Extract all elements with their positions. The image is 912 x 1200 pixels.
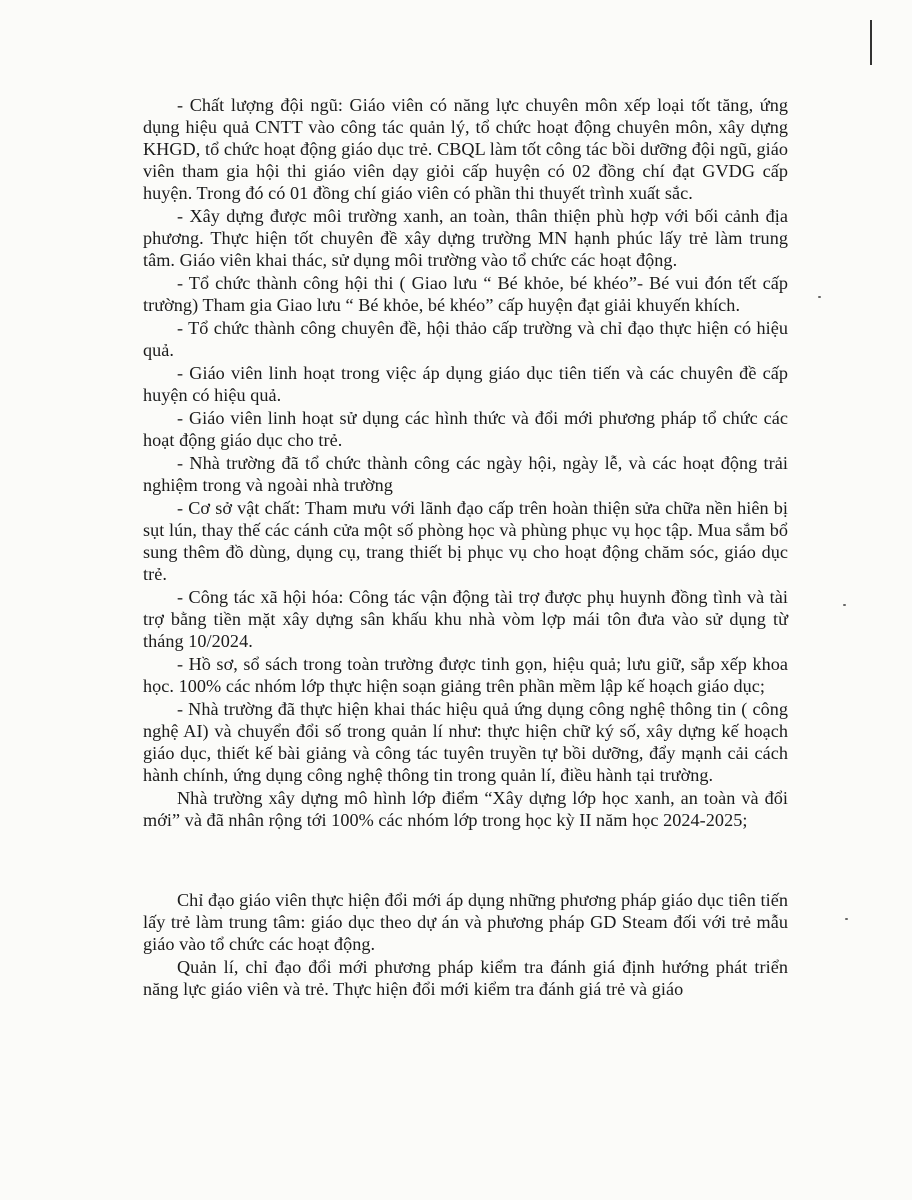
scan-speck [845,918,848,920]
paragraph-facilities: - Cơ sở vật chất: Tham mưu với lãnh đạo cấp trên hoàn thiện sửa chữa nền hiên bị sụt lún, thay thế các cánh cửa một số phòng học và phùng phục vụ học tập. Mua sắm bổ sung thêm đồ dùng, dụng cụ, trang thiết bị phục vụ cho hoạt động chăm sóc, giáo dục trẻ. [143,498,788,584]
paragraph-model-class: Nhà trường xây dựng mô hình lớp điểm “Xây dựng lớp học xanh, an toàn và đổi mới” và đã nhân rộng tới 100% các nhóm lớp trong học kỳ II năm học 2024-2025; [143,788,788,830]
paragraph-it-application: - Nhà trường đã thực hiện khai thác hiệu quả ứng dụng công nghệ thông tin ( công nghệ AI) và chuyển đổi số trong quản lí như: thực hiện chữ ký số, xây dựng kế hoạch giáo dục, thiết kế bài giảng và công tác tuyên truyền tự bồi dưỡng, đẩy mạnh cải cách hành chính, ứng dụng công nghệ thông tin trong quản lí, điều hành tại trường. [143,699,788,785]
paragraph-gap [143,832,788,889]
paragraph-management: Quản lí, chỉ đạo đổi mới phương pháp kiểm tra đánh giá định hướng phát triển năng lực giáo viên và trẻ. Thực hiện đổi mới kiểm tra đánh giá trẻ và giáo [143,957,788,999]
paragraph-records: - Hồ sơ, sổ sách trong toàn trường được tinh gọn, hiệu quả; lưu giữ, sắp xếp khoa học. 100% các nhóm lớp thực hiện soạn giảng trên phần mềm lập kế hoạch giáo dục; [143,654,788,696]
paragraph-contest: - Tổ chức thành công hội thi ( Giao lưu “ Bé khỏe, bé khéo”- Bé vui đón tết cấp trường) Tham gia Giao lưu “ Bé khỏe, bé khéo” cấp huyện đạt giải khuyến khích. [143,273,788,315]
paragraph-staff-quality: - Chất lượng đội ngũ: Giáo viên có năng lực chuyên môn xếp loại tốt tăng, ứng dụng hiệu quả CNTT vào công tác quản lý, tổ chức hoạt động chuyên môn, xây dựng KHGD, tổ chức hoạt động giáo dục trẻ. CBQL làm tốt công tác bồi dưỡng đội ngũ, giáo viên tham gia hội thi giáo viên dạy giỏi cấp huyện có 02 đồng chí đạt GVDG cấp huyện. Trong đó có 01 đồng chí giáo viên có phần thi thuyết trình xuất sắc. [143,95,788,203]
paragraph-seminar: - Tổ chức thành công chuyên đề, hội thảo cấp trường và chỉ đạo thực hiện có hiệu quả. [143,318,788,360]
scan-speck [818,296,821,298]
paragraph-direction: Chỉ đạo giáo viên thực hiện đổi mới áp dụng những phương pháp giáo dục tiên tiến lấy trẻ làm trung tâm: giáo dục theo dự án và phương pháp GD Steam đối với trẻ mẫu giáo vào tổ chức các hoạt động. [143,890,788,954]
paragraph-advanced-education: - Giáo viên linh hoạt trong việc áp dụng giáo dục tiên tiến và các chuyên đề cấp huyện có hiệu quả. [143,363,788,405]
document-body [143,94,788,1001]
paragraph-events: - Nhà trường đã tổ chức thành công các ngày hội, ngày lễ, và các hoạt động trải nghiệm trong và ngoài nhà trường [143,453,788,495]
scan-speck [843,604,846,606]
paragraph-teaching-methods: - Giáo viên linh hoạt sử dụng các hình thức và đổi mới phương pháp tổ chức các hoạt động giáo dục cho trẻ. [143,408,788,450]
paragraph-environment: - Xây dựng được môi trường xanh, an toàn, thân thiện phù hợp với bối cảnh địa phương. Thực hiện tốt chuyên đề xây dựng trường MN hạnh phúc lấy trẻ làm trung tâm. Giáo viên khai thác, sử dụng môi trường vào tổ chức các hoạt động. [143,206,788,270]
paragraph-socialization: - Công tác xã hội hóa: Công tác vận động tài trợ được phụ huynh đồng tình và tài trợ bằng tiền mặt xây dựng sân khấu khu nhà vòm lợp mái tôn đưa vào sử dụng từ tháng 10/2024. [143,587,788,651]
page-edge-mark [870,20,872,65]
